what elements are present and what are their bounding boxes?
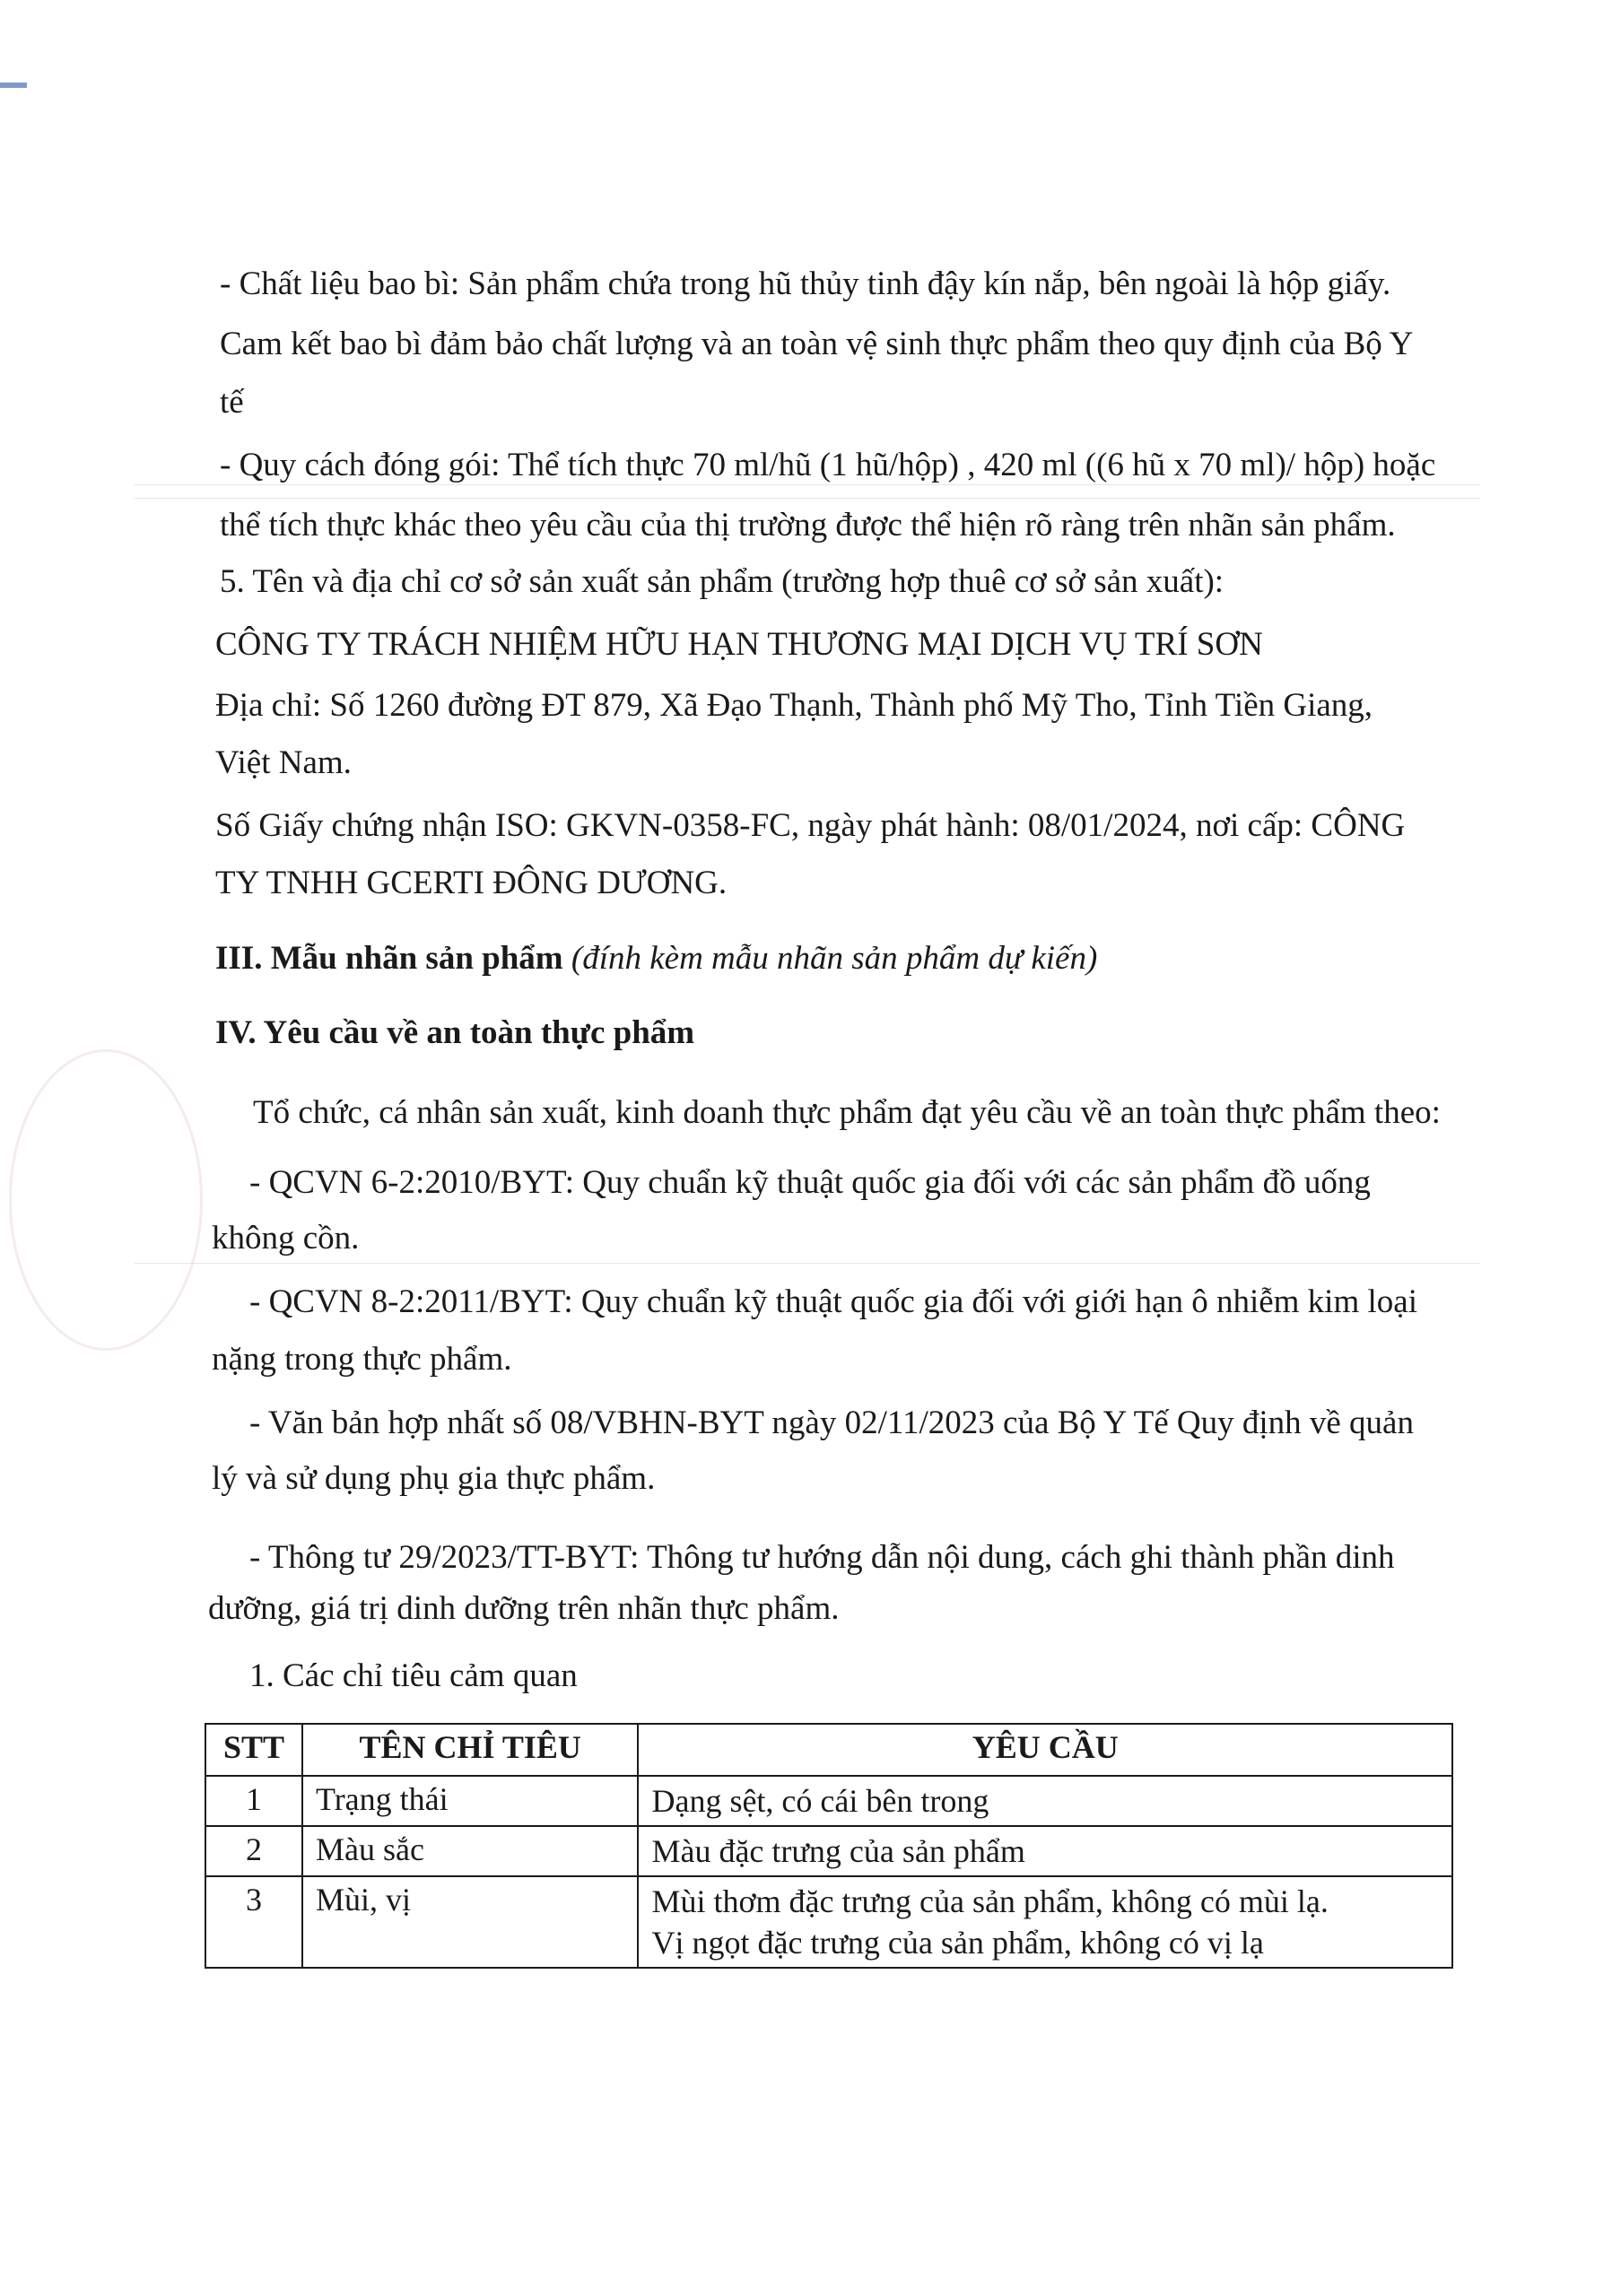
requirement-line: Dạng sệt, có cái bên trong: [651, 1783, 989, 1819]
sensory-criteria-table: [205, 1723, 1453, 1969]
row-stt: 1: [205, 1776, 302, 1826]
section4-intro: Tổ chức, cá nhân sản xuất, kinh doanh thực phẩm đạt yêu cầu về an toàn thực phẩm theo:: [253, 1094, 1441, 1131]
section3-title: [215, 942, 1097, 975]
header-requirement: YÊU CẦU: [638, 1724, 1452, 1776]
scan-artifact-line: [135, 484, 1480, 485]
regulation-1-line1: - QCVN 6-2:2010/BYT: Quy chuẩn kỹ thuật quốc gia đối với các sản phẩm đồ uống: [249, 1164, 1371, 1201]
header-stt: STT: [205, 1724, 302, 1776]
header-criteria-name: TÊN CHỈ TIÊU: [302, 1724, 639, 1776]
row-stt: 3: [205, 1876, 302, 1968]
regulation-4-line2: dưỡng, giá trị dinh dưỡng trên nhãn thực phẩm.: [208, 1590, 840, 1627]
scan-edge-mark: [0, 83, 27, 88]
scan-artifact-line: [135, 498, 1480, 499]
packaging-material-line1: - Chất liệu bao bì: Sản phẩm chứa trong hũ thủy tinh đậy kín nắp, bên ngoài là hộp giấy.: [220, 265, 1391, 302]
packaging-material-line2: Cam kết bao bì đảm bảo chất lượng và an toàn vệ sinh thực phẩm theo quy định của Bộ Y: [220, 326, 1414, 362]
section3-heading: III. Mẫu nhãn sản phẩm: [215, 940, 563, 977]
row-criteria-name: Mùi, vị: [302, 1876, 639, 1968]
row-requirement: [638, 1776, 1452, 1826]
manufacturer-iso-line2: TY TNHH GCERTI ĐÔNG DƯƠNG.: [215, 865, 728, 901]
sensory-heading: 1. Các chỉ tiêu cảm quan: [249, 1657, 578, 1694]
row-criteria-name: Trạng thái: [302, 1776, 639, 1826]
packaging-spec-line1: - Quy cách đóng gói: Thể tích thực 70 ml/hũ (1 hũ/hộp) , 420 ml ((6 hũ x 70 ml)/ hộp) hoặc: [220, 447, 1436, 483]
requirement-line: Mùi thơm đặc trưng của sản phẩm, không có mùi lạ.: [651, 1883, 1329, 1919]
manufacturer-address-line2: Việt Nam.: [215, 744, 352, 781]
requirement-line: Vị ngọt đặc trưng của sản phẩm, không có vị lạ: [651, 1925, 1264, 1961]
table-row: [205, 1776, 1452, 1826]
regulation-1-line2: không cồn.: [212, 1220, 360, 1257]
faded-stamp-ghost: [9, 1049, 203, 1351]
regulation-3-line2: lý và sử dụng phụ gia thực phẩm.: [212, 1460, 656, 1497]
scan-artifact-line: [135, 1263, 1480, 1264]
table-row: [205, 1826, 1452, 1876]
requirement-line: Màu đặc trưng của sản phẩm: [651, 1833, 1025, 1869]
row-requirement: [638, 1876, 1452, 1968]
row-criteria-name: Màu sắc: [302, 1826, 639, 1876]
row-stt: 2: [205, 1826, 302, 1876]
section4-heading: IV. Yêu cầu về an toàn thực phẩm: [215, 1014, 695, 1051]
section3-note: (đính kèm mẫu nhãn sản phẩm dự kiến): [571, 940, 1098, 977]
table-row: [205, 1876, 1452, 1968]
regulation-2-line1: - QCVN 8-2:2011/BYT: Quy chuẩn kỹ thuật quốc gia đối với giới hạn ô nhiễm kim loại: [249, 1283, 1417, 1320]
packaging-material-line3: tế: [220, 384, 244, 421]
regulation-4-line1: - Thông tư 29/2023/TT-BYT: Thông tư hướng dẫn nội dung, cách ghi thành phần dinh: [249, 1539, 1395, 1576]
manufacturer-iso-line1: Số Giấy chứng nhận ISO: GKVN-0358-FC, ngày phát hành: 08/01/2024, nơi cấp: CÔNG: [215, 807, 1406, 844]
packaging-spec-line2: thể tích thực khác theo yêu cầu của thị trường được thể hiện rõ ràng trên nhãn sản phẩm.: [220, 507, 1396, 544]
manufacturer-company: CÔNG TY TRÁCH NHIỆM HỮU HẠN THƯƠNG MẠI DỊCH VỤ TRÍ SƠN: [215, 626, 1263, 663]
regulation-2-line2: nặng trong thực phẩm.: [212, 1341, 512, 1378]
manufacturer-heading: 5. Tên và địa chỉ cơ sở sản xuất sản phẩm (trường hợp thuê cơ sở sản xuất):: [220, 563, 1224, 600]
row-requirement: [638, 1826, 1452, 1876]
table-header-row: [205, 1724, 1452, 1776]
regulation-3-line1: - Văn bản hợp nhất số 08/VBHN-BYT ngày 02/11/2023 của Bộ Y Tế Quy định về quản: [249, 1405, 1414, 1441]
manufacturer-address-line1: Địa chỉ: Số 1260 đường ĐT 879, Xã Đạo Thạnh, Thành phố Mỹ Tho, Tỉnh Tiền Giang,: [215, 687, 1373, 724]
